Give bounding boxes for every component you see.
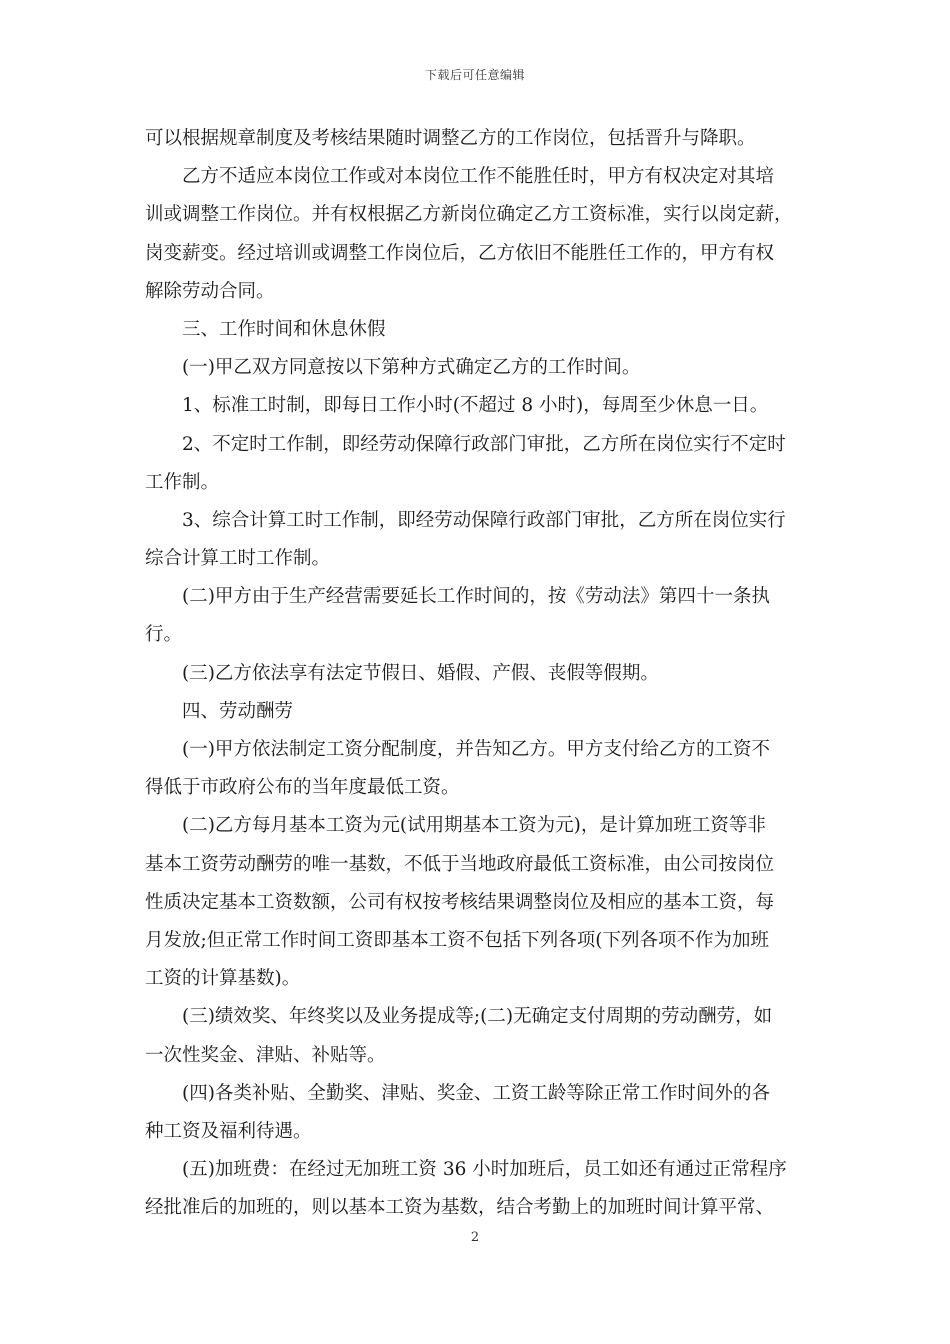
- section-heading: 三、工作时间和休息休假: [182, 318, 386, 340]
- text-line: 工作制。: [145, 471, 220, 493]
- text-line: 可以根据规章制度及考核结果随时调整乙方的工作岗位，包括晋升与降职。: [145, 128, 756, 149]
- text-line: 解除劳动合同。: [145, 280, 275, 302]
- text-line: 岗变薪变。经过培训或调整工作岗位后，乙方依旧不能胜任工作的，甲方有权: [145, 242, 775, 264]
- text-line: 基本工资劳动酬劳的唯一基数，不低于当地政府最低工资标准，由公司按岗位: [145, 853, 775, 875]
- text-line: 经批准后的加班的，则以基本工资为基数，结合考勤上的加班时间计算平常、: [145, 1197, 775, 1219]
- text-line: 训或调整工作岗位。并有权根据乙方新岗位确定乙方工资标准，实行以岗定薪，: [145, 204, 793, 226]
- text-line: 行。: [145, 624, 183, 646]
- text-line: 种工资及福利待遇。: [145, 1120, 312, 1142]
- text-line: 1、标准工时制，即每日工作小时(不超过 8 小时)，每周至少休息一日。: [182, 395, 769, 417]
- page-header: 下载后可任意编辑: [424, 68, 525, 82]
- text-line: 一次性奖金、津贴、补贴等。: [145, 1044, 386, 1066]
- page-number: 2: [470, 1230, 480, 1245]
- text-line: 得低于市政府公布的当年度最低工资。: [145, 777, 460, 799]
- text-line: 3、综合计算工时工作制，即经劳动保障行政部门审批，乙方所在岗位实行: [182, 509, 786, 531]
- text-line: (三)乙方依法享有法定节假日、婚假、产假、丧假等假期。: [182, 662, 659, 684]
- text-line: (一)甲乙双方同意按以下第种方式确定乙方的工作时间。: [182, 357, 641, 379]
- text-line: (一)甲方依法制定工资分配制度，并告知乙方。甲方支付给乙方的工资不: [182, 739, 770, 760]
- text-line: (五)加班费：在经过无加班工资 36 小时加班后，员工如还有通过正常程序: [182, 1159, 787, 1181]
- text-line: 月发放;但正常工作时间工资即基本工资不包括下列各项(下列各项不作为加班: [145, 929, 769, 951]
- text-line: (二)甲方由于生产经营需要延长工作时间的，按《劳动法》第四十一条执: [182, 586, 770, 608]
- text-line: 2、不定时工作制，即经劳动保障行政部门审批，乙方所在岗位实行不定时: [182, 433, 786, 455]
- document-body: [145, 120, 813, 1227]
- text-line: (二)乙方每月基本工资为元(试用期基本工资为元)，是计算加班工资等非: [182, 815, 766, 837]
- text-line: 性质决定基本工资数额，公司有权按考核结果调整岗位及相应的基本工资，每: [145, 891, 775, 913]
- text-line: (四)各类补贴、全勤奖、津贴、奖金、工资工龄等除正常工作时间外的各: [182, 1082, 770, 1104]
- text-line: (三)绩效奖、年终奖以及业务提成等;(二)无确定支付周期的劳动酬劳，如: [182, 1006, 773, 1028]
- text-line: 综合计算工时工作制。: [145, 548, 331, 570]
- section-heading: 四、劳动酬劳: [182, 700, 294, 722]
- text-line: 乙方不适应本岗位工作或对本岗位工作不能胜任时，甲方有权决定对其培: [182, 166, 775, 188]
- text-line: 工资的计算基数)。: [145, 968, 301, 990]
